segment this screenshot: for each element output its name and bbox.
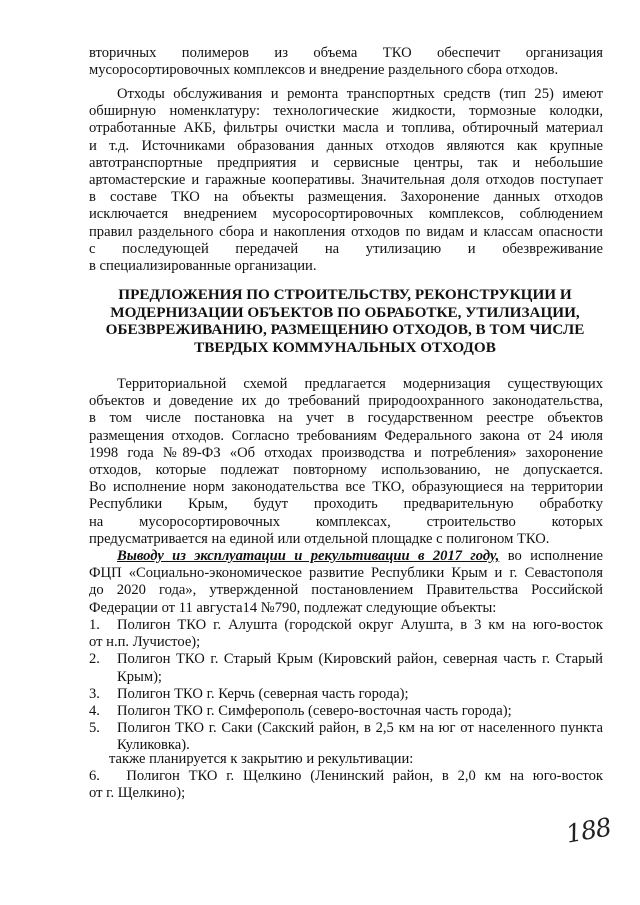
- text-line: Республики Крым, будут проходить предварительную обработку: [89, 496, 603, 513]
- list-item-6: [89, 768, 603, 802]
- text-line: Территориальной схемой предлагается модернизация существующих: [117, 376, 603, 392]
- text-line: Полигон ТКО г. Саки (Сакский район, в 2,5 км на юг от населенного пункта: [117, 720, 603, 737]
- text-line: автотранспортные предприятия и сервисные центры, так и небольшие: [89, 154, 603, 171]
- list-item: [89, 651, 603, 685]
- list-number: 3.: [89, 685, 100, 702]
- list-number: 6.: [89, 768, 100, 784]
- text-line: Крым);: [117, 668, 162, 685]
- text-line: отработанные АКБ, фильтры очистки масла и топлива, обтирочный материал: [89, 120, 603, 137]
- text-line: ФЦП «Социально-экономическое развитие Республики Крым и г. Севастополя: [89, 565, 603, 582]
- text-line: [89, 548, 603, 565]
- text-line: [89, 768, 603, 785]
- list-number: 4.: [89, 703, 100, 720]
- heading-line: ОБЕЗВРЕЖИВАНИЮ, РАЗМЕЩЕНИЮ ОТХОДОВ, В ТОМ ЧИСЛЕ: [105, 321, 585, 339]
- section-heading: [80, 286, 610, 356]
- heading-line: ПРЕДЛОЖЕНИЯ ПО СТРОИТЕЛЬСТВУ, РЕКОНСТРУКЦИИ И: [118, 286, 572, 303]
- text-fragment: Полигон ТКО г. Щелкино (Ленинский район, в 2,0 км на юго-восток: [126, 768, 603, 784]
- text-line: Полигон ТКО г. Старый Крым (Кировский район, северная часть г. Старый: [117, 651, 603, 668]
- list-item: [89, 617, 603, 651]
- paragraph-decommission: [89, 548, 603, 617]
- text-line: в том числе постановка на учет в государственном реестре объектов: [89, 410, 603, 427]
- text-line: в составе ТКО на объекты размещения. Захоронение данных отходов: [89, 189, 603, 206]
- list-item: [89, 703, 603, 720]
- text-line: Куликовка).: [117, 737, 190, 754]
- heading-line: МОДЕРНИЗАЦИИ ОБЪЕКТОВ ПО ОБРАБОТКЕ, УТИЛИЗАЦИИ,: [110, 303, 580, 321]
- text-line: отходов, которые подлежат повторному использованию, не допускается.: [89, 462, 603, 479]
- text-fragment: во исполнение: [499, 548, 603, 564]
- text-line: обширную номенклатуру: технологические жидкости, тормозные колодки,: [89, 103, 603, 120]
- paragraph-vehicle-waste: [89, 86, 603, 275]
- text-line: вторичных полимеров из объема ТКО обеспечит организация: [89, 45, 603, 61]
- landfill-list: [89, 617, 603, 755]
- text-line: объектов и доведение их до требований природоохранного законодательства,: [89, 393, 603, 410]
- text-line: и т.д. Источниками образования данных отходов являются как крупные: [89, 137, 603, 154]
- text-line: автомастерские и гаражные кооперативы. Значительная доля отходов поступает: [89, 172, 603, 189]
- text-line: мусоросортировочных комплексов и внедрение раздельного сбора отходов.: [89, 62, 559, 79]
- text-line: Полигон ТКО г. Алушта (городской округ Алушта, в 3 км на юго-восток: [117, 617, 603, 633]
- text-line: в специализированные организации.: [89, 258, 317, 275]
- heading-line: ТВЕРДЫХ КОММУНАЛЬНЫХ ОТХОДОВ: [194, 338, 496, 356]
- text-line: Полигон ТКО г. Симферополь (северо-восточная часть города);: [117, 703, 512, 720]
- text-line: Федерации от 11 августа14 №790, подлежат следующие объекты:: [89, 599, 497, 616]
- list-number: 2.: [89, 651, 100, 668]
- list-item: [89, 686, 603, 703]
- text-line: также планируется к закрытию и рекультивации:: [109, 751, 414, 767]
- paragraph-territorial-scheme: [89, 376, 603, 548]
- text-line: Полигон ТКО г. Керчь (северная часть города);: [117, 685, 409, 702]
- paragraph-continuation: [89, 45, 603, 79]
- text-line: на мусоросортировочных комплексах, строительство которых: [89, 513, 603, 530]
- text-line: Во исполнение норм законодательства все ТКО, образующиеся на территории: [89, 479, 603, 496]
- text-line: предусматривается на единой или отдельной площадке с полигоном ТКО.: [89, 530, 550, 547]
- text-line: с последующей передачей на утилизацию и обезвреживание: [89, 240, 603, 257]
- text-line: от н.п. Лучистое);: [89, 634, 201, 651]
- list-number: 1.: [89, 617, 100, 633]
- text-line: 1998 года №89-ФЗ «Об отходах производства и потребления» захоронение: [89, 444, 603, 461]
- text-line: правил раздельного сбора и накопления отходов по видам и классам опасности: [89, 223, 603, 240]
- list-number: 5.: [89, 720, 100, 737]
- text-line: от г. Щелкино);: [89, 785, 186, 802]
- paragraph-closure: [89, 751, 603, 768]
- list-item: [89, 720, 603, 754]
- text-line: до 2020 года», утвержденной постановлением Правительства Российской: [89, 582, 603, 599]
- text-line: Отходы обслуживания и ремонта транспортных средств (тип 25) имеют: [117, 86, 603, 102]
- emphasis-text: Выводу из эксплуатации и рекультивации в 2017 году,: [117, 548, 500, 564]
- text-line: размещения отходов. Согласно требованиям Федерального закона от 24 июля: [89, 427, 603, 444]
- text-line: исключается внедрением мусоросортировочных комплексов, соблюдением: [89, 206, 603, 223]
- handwritten-page-number: 188: [563, 812, 613, 849]
